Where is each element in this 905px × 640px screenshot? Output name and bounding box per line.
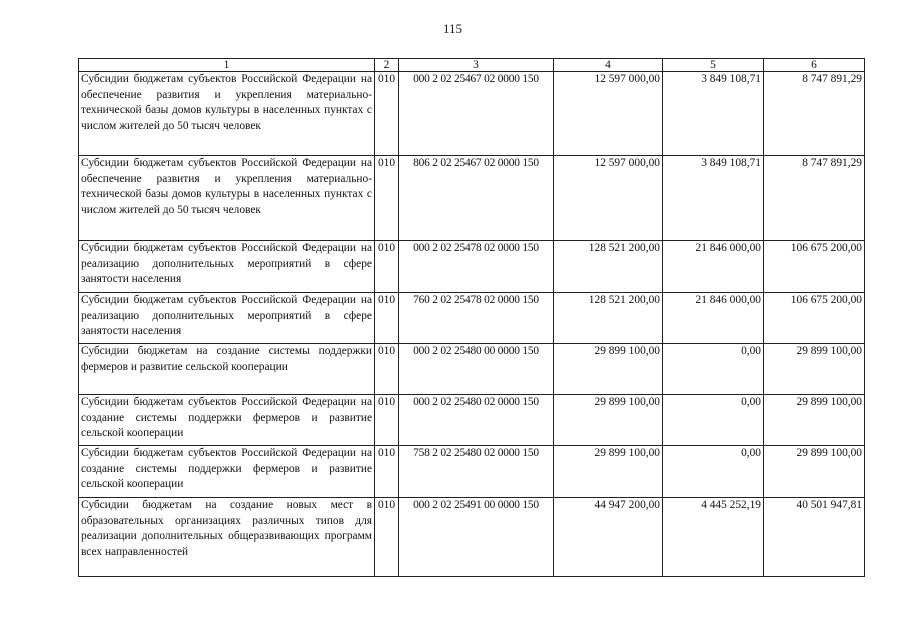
- amount-col4: 29 899 100,00: [554, 446, 663, 498]
- amount-col4: 44 947 200,00: [554, 498, 663, 577]
- budget-code: 000 2 02 25480 02 0000 150: [399, 395, 554, 446]
- amount-col5: 4 445 252,19: [663, 498, 764, 577]
- admin-code: 010: [375, 344, 399, 395]
- admin-code: 010: [375, 395, 399, 446]
- amount-col4: 12 597 000,00: [554, 72, 663, 156]
- admin-code: 010: [375, 72, 399, 156]
- budget-code: 758 2 02 25480 02 0000 150: [399, 446, 554, 498]
- column-header: 1: [79, 59, 375, 72]
- amount-col6: 40 501 947,81: [764, 498, 865, 577]
- amount-col4: 128 521 200,00: [554, 241, 663, 293]
- table-row: [79, 156, 865, 241]
- table-row: [79, 293, 865, 344]
- amount-col6: 8 747 891,29: [764, 156, 865, 241]
- admin-code: 010: [375, 241, 399, 293]
- amount-col6: 29 899 100,00: [764, 446, 865, 498]
- table-row: [79, 446, 865, 498]
- budget-table: [78, 58, 865, 577]
- column-header: 3: [399, 59, 554, 72]
- amount-col4: 128 521 200,00: [554, 293, 663, 344]
- column-header: 5: [663, 59, 764, 72]
- budget-code: 760 2 02 25478 02 0000 150: [399, 293, 554, 344]
- amount-col5: 0,00: [663, 446, 764, 498]
- amount-col5: 3 849 108,71: [663, 72, 764, 156]
- amount-col4: 12 597 000,00: [554, 156, 663, 241]
- amount-col5: 21 846 000,00: [663, 293, 764, 344]
- income-name: Субсидии бюджетам субъектов Российской Федерации на обеспечение развития и укрепления материально-технической базы домов культуры в населенных пунктах с числом жителей до 50 тысяч человек: [79, 156, 375, 241]
- income-name: Субсидии бюджетам субъектов Российской Федерации на создание системы поддержки фермеров и развитие сельской кооперации: [79, 395, 375, 446]
- page-number: 115: [442, 21, 463, 36]
- column-header: 2: [375, 59, 399, 72]
- amount-col4: 29 899 100,00: [554, 395, 663, 446]
- income-name: Субсидии бюджетам на создание системы поддержки фермеров и развитие сельской кооперации: [79, 344, 375, 395]
- income-name: Субсидии бюджетам субъектов Российской Федерации на реализацию дополнительных мероприятий в сфере занятости населения: [79, 241, 375, 293]
- admin-code: 010: [375, 293, 399, 344]
- budget-code: 000 2 02 25491 00 0000 150: [399, 498, 554, 577]
- amount-col4: 29 899 100,00: [554, 344, 663, 395]
- table-row: [79, 241, 865, 293]
- amount-col5: 0,00: [663, 395, 764, 446]
- income-name: Субсидии бюджетам субъектов Российской Федерации на реализацию дополнительных мероприятий в сфере занятости населения: [79, 293, 375, 344]
- admin-code: 010: [375, 498, 399, 577]
- amount-col6: 29 899 100,00: [764, 344, 865, 395]
- budget-code: 000 2 02 25467 02 0000 150: [399, 72, 554, 156]
- table-row: [79, 498, 865, 577]
- amount-col5: 3 849 108,71: [663, 156, 764, 241]
- table-header-row: [79, 59, 865, 72]
- admin-code: 010: [375, 156, 399, 241]
- amount-col6: 29 899 100,00: [764, 395, 865, 446]
- admin-code: 010: [375, 446, 399, 498]
- column-header: 4: [554, 59, 663, 72]
- amount-col5: 21 846 000,00: [663, 241, 764, 293]
- amount-col6: 106 675 200,00: [764, 241, 865, 293]
- table-row: [79, 72, 865, 156]
- amount-col5: 0,00: [663, 344, 764, 395]
- budget-code: 000 2 02 25478 02 0000 150: [399, 241, 554, 293]
- budget-code: 000 2 02 25480 00 0000 150: [399, 344, 554, 395]
- amount-col6: 106 675 200,00: [764, 293, 865, 344]
- budget-code: 806 2 02 25467 02 0000 150: [399, 156, 554, 241]
- income-name: Субсидии бюджетам на создание новых мест в образовательных организациях различных типов для реализации дополнительных общеразвивающих программ всех направленностей: [79, 498, 375, 577]
- amount-col6: 8 747 891,29: [764, 72, 865, 156]
- table-row: [79, 344, 865, 395]
- income-name: Субсидии бюджетам субъектов Российской Федерации на обеспечение развития и укрепления материально-технической базы домов культуры в населенных пунктах с числом жителей до 50 тысяч человек: [79, 72, 375, 156]
- income-name: Субсидии бюджетам субъектов Российской Федерации на создание системы поддержки фермеров и развитие сельской кооперации: [79, 446, 375, 498]
- table-row: [79, 395, 865, 446]
- column-header: 6: [764, 59, 865, 72]
